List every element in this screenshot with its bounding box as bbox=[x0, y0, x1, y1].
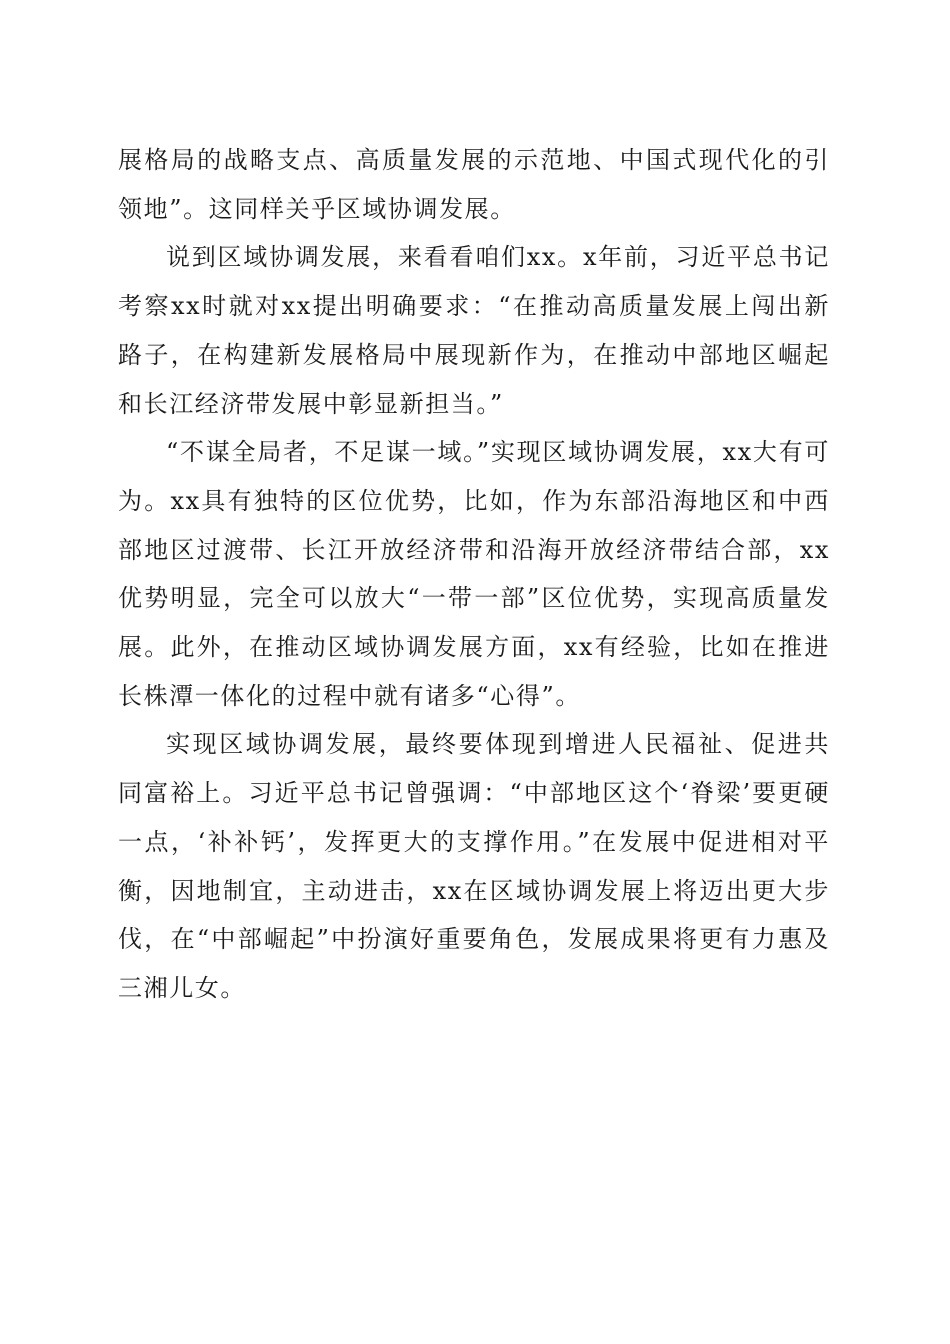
paragraph-1: 展格局的战略支点、高质量发展的示范地、中国式现代化的引领地”。这同样关乎区域协调发展。 bbox=[118, 146, 830, 223]
paragraph-4: 实现区域协调发展，最终要体现到增进人民福祉、促进共同富裕上。习近平总书记曾强调：“中部地区这个‘脊梁’要更硬一点，‘补补钙’，发挥更大的支撑作用。”在发展中促进相对平衡，因地制宜，主动进击，xx在区域协调发展上将迈出更大步伐，在“中部崛起”中扮演好重要角色，发展成果将更有力惠及三湘儿女。 bbox=[118, 730, 830, 1002]
paragraph-2: 说到区域协调发展，来看看咱们xx。x年前，习近平总书记考察xx时就对xx提出明确要求：“在推动高质量发展上闯出新路子，在构建新发展格局中展现新作为，在推动中部地区崛起和长江经济带发展中彰显新担当。” bbox=[118, 243, 830, 418]
document-body bbox=[118, 136, 830, 1013]
paragraph-3: “不谋全局者，不足谋一域。”实现区域协调发展，xx大有可为。xx具有独特的区位优势，比如，作为东部沿海地区和中西部地区过渡带、长江开放经济带和沿海开放经济带结合部，xx优势明显，完全可以放大“一带一部”区位优势，实现高质量发展。此外，在推动区域协调发展方面，xx有经验，比如在推进长株潭一体化的过程中就有诸多“心得”。 bbox=[118, 438, 830, 710]
